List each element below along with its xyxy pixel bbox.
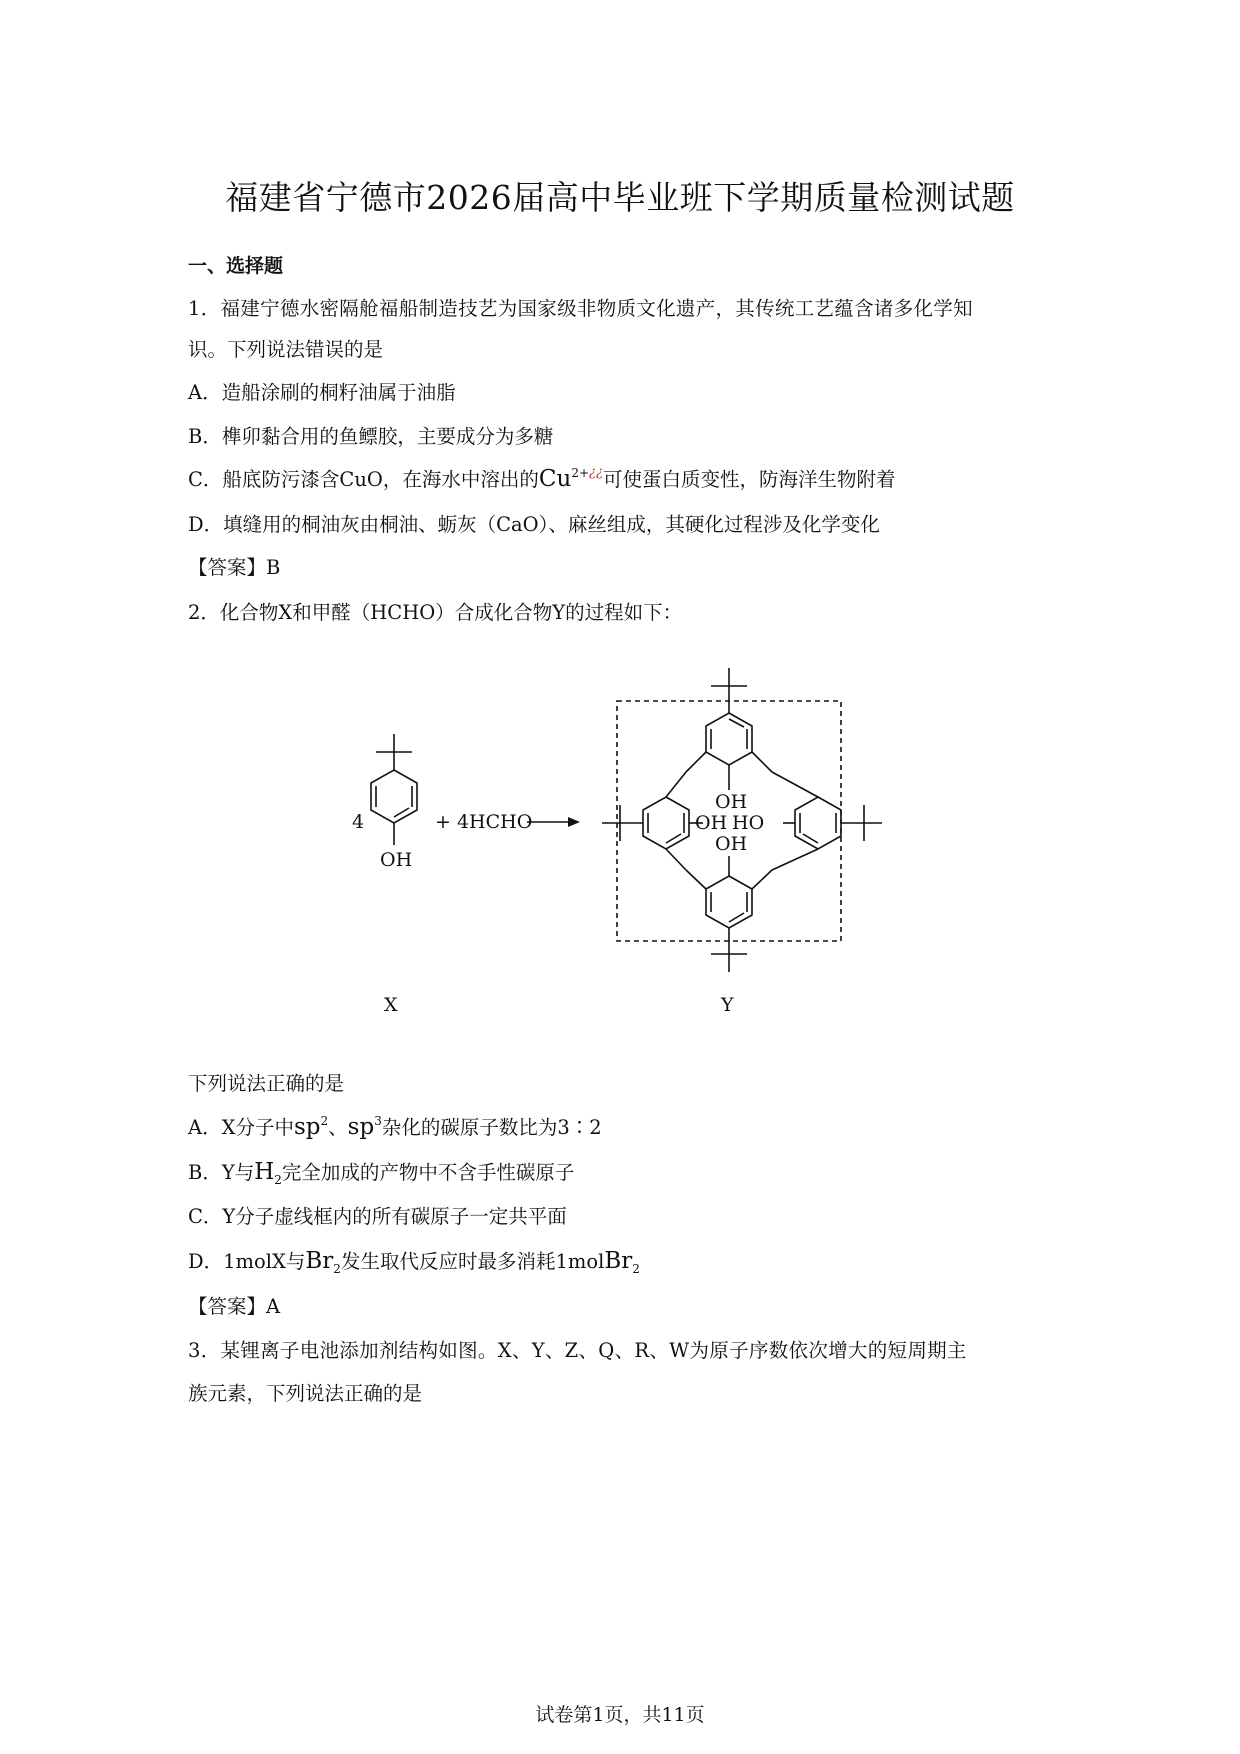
q1-answer: 【答案】B xyxy=(188,556,281,579)
q1-option-c-ion: Cu xyxy=(538,466,572,492)
q2-option-a-sep: 、 xyxy=(328,1116,348,1139)
q1-option-d: D．填缝用的桐油灰由桐油、蛎灰（CaO）、麻丝组成，其硬化过程涉及化学变化 xyxy=(188,513,880,536)
q2-option-d-mid: 发生取代反应时最多消耗1mol xyxy=(340,1250,605,1273)
q2-option-b-sub: 2 xyxy=(274,1173,282,1187)
q3-stem-line1: 3．某锂离子电池添加剂结构如图。X、Y、Z、Q、R、W为原子序数依次增大的短周期主 xyxy=(188,1339,967,1362)
q2-option-a-sup2: 2 xyxy=(320,1114,329,1128)
compound-x-structure xyxy=(371,734,417,845)
scheme-coefficient: 4 xyxy=(352,811,365,833)
q2-option-d-sub2: 2 xyxy=(632,1262,640,1276)
q2-option-a-text: A．X分子中 xyxy=(188,1116,294,1139)
q1-option-c-charge: 2+ xyxy=(571,466,590,480)
q2-option-b-h: H xyxy=(254,1159,275,1185)
q2-option-a-sp2: sp xyxy=(293,1114,321,1140)
compound-x-oh: OH xyxy=(380,849,413,871)
compound-y-oh-bottom: OH xyxy=(715,833,748,855)
q2-option-a-sup3: 3 xyxy=(374,1114,382,1128)
q2-answer: 【答案】A xyxy=(188,1295,281,1318)
q1-option-c-rest: 可使蛋白质变性，防海洋生物附着 xyxy=(602,468,896,491)
q2-option-b xyxy=(188,1157,574,1187)
q2-option-a xyxy=(188,1112,602,1140)
label-compound-y: Y xyxy=(721,994,734,1016)
q1-stem-line1: 1．福建宁德水密隔舱福船制造技艺为国家级非物质文化遗产，其传统工艺蕴含诸多化学知 xyxy=(188,297,973,320)
q2-option-a-sp3: sp xyxy=(347,1114,375,1140)
q2-option-d-sub: 2 xyxy=(333,1262,341,1276)
q3-stem-line2: 族元素，下列说法正确的是 xyxy=(188,1382,423,1405)
q2-option-a-rest: 杂化的碳原子数比为3∶2 xyxy=(381,1116,602,1139)
q2-option-b-text: B．Y与 xyxy=(188,1161,255,1184)
compound-y-ho-right: HO xyxy=(732,812,765,834)
scheme-reagent: + 4HCHO xyxy=(435,811,533,833)
q1-option-b: B．榫卯黏合用的鱼鳔胶，主要成分为多糖 xyxy=(188,425,554,448)
compound-y-oh-top: OH xyxy=(715,791,748,813)
q1-option-c-text: C．船底防污漆含CuO，在海水中溶出的 xyxy=(188,468,539,491)
q2-stem: 2．化合物X和甲醛（HCHO）合成化合物Y的过程如下： xyxy=(188,601,683,624)
reaction-scheme xyxy=(340,655,910,1025)
section-heading: 一、选择题 xyxy=(188,255,284,277)
label-compound-x: X xyxy=(384,994,398,1016)
q2-option-d-text: D．1molX与 xyxy=(188,1250,306,1273)
compound-y-oh-left: OH xyxy=(695,812,728,834)
q1-option-c-marks: ¿¿ xyxy=(589,465,603,480)
q1-option-c xyxy=(188,464,895,492)
q2-option-d-br: Br xyxy=(305,1248,334,1274)
page-title: 福建省宁德市2026届高中毕业班下学期质量检测试题 xyxy=(225,178,1015,217)
q2-option-d xyxy=(188,1246,640,1276)
q2-prompt: 下列说法正确的是 xyxy=(188,1072,345,1095)
q2-option-d-br2: Br xyxy=(604,1248,633,1274)
q1-option-a: A．造船涂刷的桐籽油属于油脂 xyxy=(188,381,456,404)
page-footer: 试卷第1页，共11页 xyxy=(535,1704,705,1726)
q2-option-c: C．Y分子虚线框内的所有碳原子一定共平面 xyxy=(188,1205,567,1228)
q1-stem-line2: 识。下列说法错误的是 xyxy=(188,338,384,361)
q2-option-b-rest: 完全加成的产物中不含手性碳原子 xyxy=(281,1161,575,1184)
